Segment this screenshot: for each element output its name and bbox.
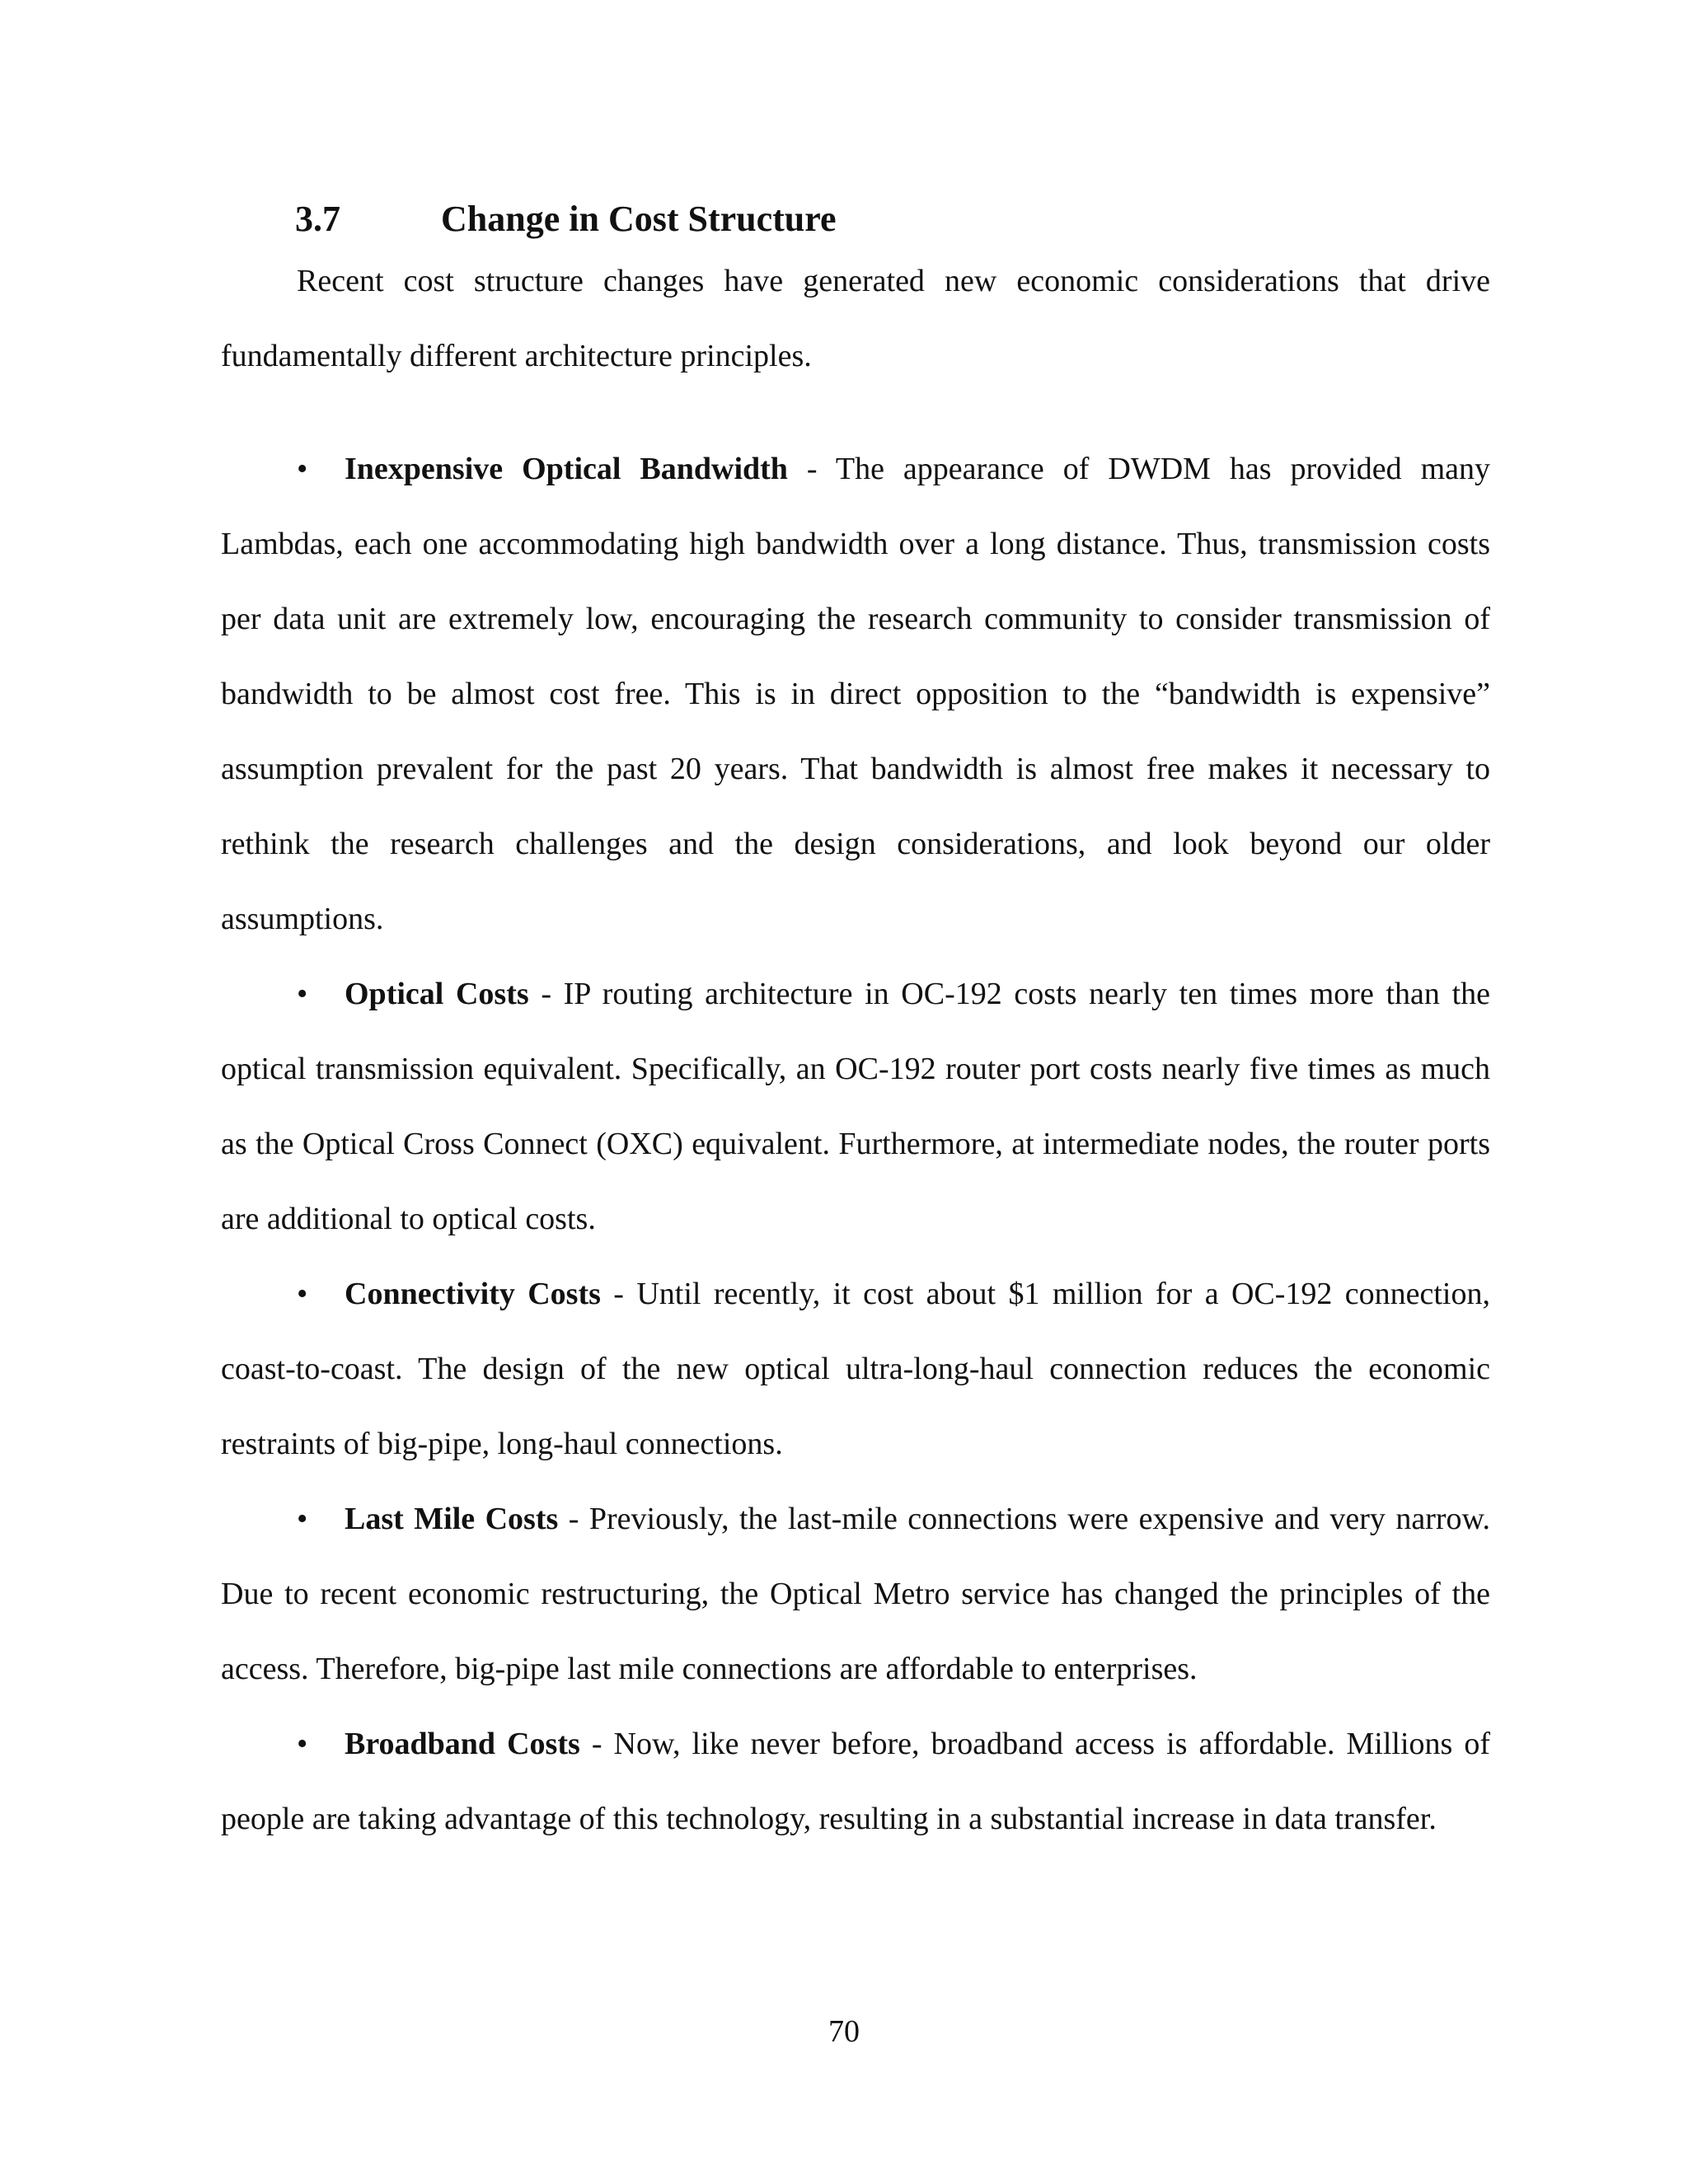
page-number: 70	[828, 2014, 860, 2049]
section-number: 3.7	[295, 199, 340, 239]
paragraph-spacer	[221, 394, 1490, 432]
bullet-icon: •	[297, 452, 308, 486]
bullet-item-connectivity-costs	[221, 1257, 1490, 1482]
bullet-term: Inexpensive Optical Bandwidth	[345, 452, 788, 486]
bullet-text: - Until recently, it cost about $1 million for a OC-192 connection, coast-to-coast. The design of the new optical ultra-long-haul connection reduces the economic restraints of big-pipe, long-haul connections.	[221, 1277, 1490, 1461]
bullet-term: Connectivity Costs	[345, 1277, 601, 1311]
bullet-item-last-mile-costs	[221, 1482, 1490, 1707]
bullet-icon: •	[297, 977, 308, 1011]
bullet-icon: •	[297, 1502, 308, 1536]
bullet-item-optical-costs	[221, 957, 1490, 1257]
bullet-icon: •	[297, 1727, 308, 1761]
bullet-item-broadband-costs	[221, 1707, 1490, 1857]
bullet-term: Last Mile Costs	[345, 1502, 559, 1536]
bullet-icon: •	[297, 1277, 308, 1311]
section-title: Change in Cost Structure	[441, 199, 837, 239]
bullet-text: - Now, like never before, broadband access is affordable. Millions of people are taking advantage of this technology, resulting in a substantial increase in data transfer.	[221, 1727, 1491, 1836]
bullet-text: - IP routing architecture in OC-192 costs nearly ten times more than the optical transmission equivalent. Specifically, an OC-192 router port costs nearly five times as much as the Optical Cross Connect (OXC) equivalent. Furthermore, at intermediate nodes, the router ports are additional to optical costs.	[221, 977, 1490, 1236]
bullet-term: Broadband Costs	[345, 1727, 580, 1761]
bullet-item-optical-bandwidth	[221, 432, 1490, 957]
bullet-term: Optical Costs	[345, 977, 529, 1011]
bullet-text: - The appearance of DWDM has provided many Lambdas, each one accommodating high bandwidth over a long distance. Thus, transmission costs per data unit are extremely low, encouraging the research community to consider transmission of bandwidth to be almost cost free. This is in direct opposition to the “bandwidth is expensive” assumption prevalent for the past 20 years. That bandwidth is almost free makes it necessary to rethink the research challenges and the design considerations, and look beyond our older assumptions.	[221, 452, 1491, 936]
section-heading	[221, 194, 1490, 244]
intro-paragraph: Recent cost structure changes have generated new economic considerations that drive fundamentally different architecture principles.	[221, 264, 1490, 373]
bullet-text: - Previously, the last-mile connections were expensive and very narrow. Due to recent economic restructuring, the Optical Metro service has changed the principles of the access. Therefore, big-pipe last mile connections are affordable to enterprises.	[221, 1502, 1490, 1686]
page-content	[221, 194, 1490, 1857]
